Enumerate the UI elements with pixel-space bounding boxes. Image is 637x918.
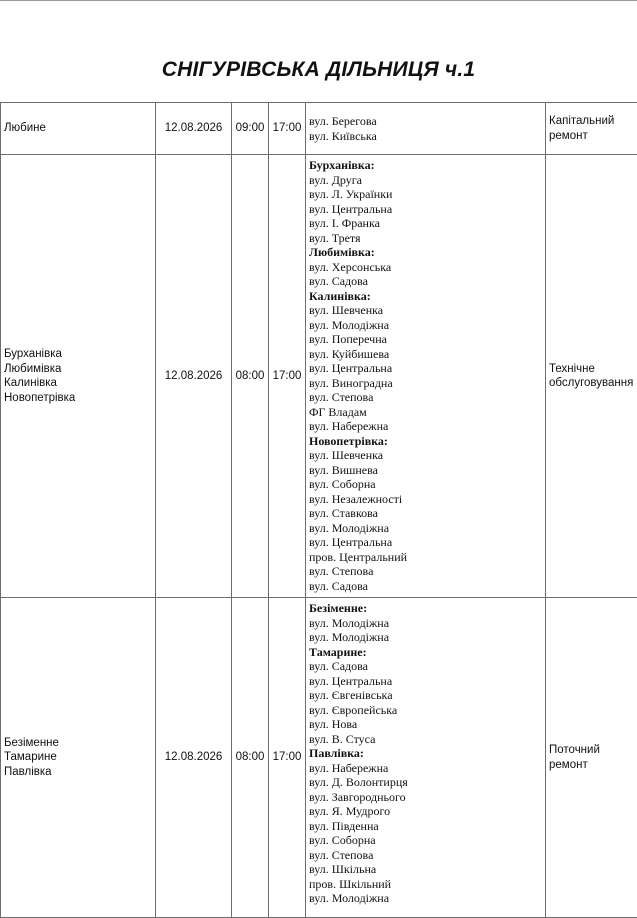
street-name: вул. Молодіжна: [309, 891, 542, 906]
settlement-heading: Калинівка:: [309, 289, 542, 304]
settlement-heading: Павлівка:: [309, 746, 542, 761]
street-name: вул. Я. Мудрого: [309, 804, 542, 819]
start-time-cell: 08:00: [232, 155, 269, 598]
settlement-heading: Тамарине:: [309, 645, 542, 660]
street-name: вул. Європейська: [309, 703, 542, 718]
street-name: вул. Шевченка: [309, 448, 542, 463]
street-name: вул. Центральна: [309, 361, 542, 376]
street-name: вул. Центральна: [309, 202, 542, 217]
street-name: вул. Молодіжна: [309, 521, 542, 536]
street-name: пров. Шкільний: [309, 877, 542, 892]
page-title: СНІГУРІВСЬКА ДІЛЬНИЦЯ ч.1: [0, 58, 637, 82]
street-name: вул. Шкільна: [309, 862, 542, 877]
work-type-text: ремонт: [549, 129, 637, 144]
street-name: вул. Незалежності: [309, 492, 542, 507]
street-name: вул. Куйбишева: [309, 347, 542, 362]
work-type-text: Капітальний: [549, 114, 637, 129]
street-name: вул. Шевченка: [309, 303, 542, 318]
work-type-cell: [546, 155, 637, 598]
settlement-heading: Любимівка:: [309, 245, 542, 260]
table-row: [1, 155, 637, 598]
settlement-name: Калинівка: [4, 376, 152, 391]
street-name: вул. Поперечна: [309, 332, 542, 347]
settlement-name: Павлівка: [4, 765, 152, 780]
street-name: вул. Набережна: [309, 761, 542, 776]
work-type-cell: [546, 598, 637, 918]
settlement-name: Любимівка: [4, 362, 152, 377]
end-time-cell: 17:00: [269, 598, 306, 918]
street-name: вул. Виноградна: [309, 376, 542, 391]
settlements-cell: [1, 155, 156, 598]
work-type-text: ремонт: [549, 758, 637, 773]
street-name: вул. Набережна: [309, 419, 542, 434]
street-name: вул. Молодіжна: [309, 630, 542, 645]
settlement-heading: Бурханівка:: [309, 158, 542, 173]
street-name: вул. Нова: [309, 717, 542, 732]
date-cell: 12.08.2026: [156, 598, 232, 918]
street-name: вул. Берегова: [309, 114, 542, 129]
street-name: вул. Соборна: [309, 477, 542, 492]
street-name: вул. Вишнева: [309, 463, 542, 478]
date-cell: 12.08.2026: [156, 103, 232, 155]
street-name: вул. Завгороднього: [309, 790, 542, 805]
settlement-heading: Безіменне:: [309, 601, 542, 616]
street-name: вул. Ставкова: [309, 506, 542, 521]
settlement-name: Безіменне: [4, 736, 152, 751]
streets-cell: [306, 103, 546, 155]
street-name: пров. Центральний: [309, 550, 542, 565]
work-type-text: обслуговування: [549, 376, 637, 391]
street-name: вул. Садова: [309, 659, 542, 674]
street-name: вул. В. Стуса: [309, 732, 542, 747]
street-name: вул. Друга: [309, 173, 542, 188]
settlement-name: Бурханівка: [4, 347, 152, 362]
date-cell: 12.08.2026: [156, 155, 232, 598]
street-name: вул. Молодіжна: [309, 318, 542, 333]
settlements-cell: [1, 103, 156, 155]
settlement-name: Новопетрівка: [4, 391, 152, 406]
settlement-name: Любине: [4, 121, 152, 136]
street-name: вул. І. Франка: [309, 216, 542, 231]
street-name: вул. Центральна: [309, 674, 542, 689]
outage-schedule-table: [0, 102, 637, 918]
top-rule: [0, 0, 637, 1]
work-type-text: Технічне: [549, 362, 637, 377]
street-name: вул. Д. Волонтирця: [309, 775, 542, 790]
start-time-cell: 09:00: [232, 103, 269, 155]
streets-cell: [306, 155, 546, 598]
end-time-cell: 17:00: [269, 155, 306, 598]
table-row: [1, 598, 637, 918]
street-name: вул. Центральна: [309, 535, 542, 550]
street-name: вул. Садова: [309, 274, 542, 289]
street-name: вул. Євгенівська: [309, 688, 542, 703]
settlements-cell: [1, 598, 156, 918]
work-type-text: Поточний: [549, 743, 637, 758]
settlement-name: Тамарине: [4, 750, 152, 765]
street-name: вул. Херсонська: [309, 260, 542, 275]
street-name: вул. Київська: [309, 129, 542, 144]
street-name: вул. Молодіжна: [309, 616, 542, 631]
settlement-heading: Новопетрівка:: [309, 434, 542, 449]
street-name: вул. Садова: [309, 579, 542, 594]
street-name: вул. Степова: [309, 564, 542, 579]
streets-cell: [306, 598, 546, 918]
table-row: [1, 103, 637, 155]
start-time-cell: 08:00: [232, 598, 269, 918]
end-time-cell: 17:00: [269, 103, 306, 155]
street-name: вул. Л. Українки: [309, 187, 542, 202]
work-type-cell: [546, 103, 637, 155]
street-name: вул. Соборна: [309, 833, 542, 848]
street-name: вул. Степова: [309, 848, 542, 863]
street-name: вул. Третя: [309, 231, 542, 246]
street-name: вул. Степова: [309, 390, 542, 405]
street-name: вул. Південна: [309, 819, 542, 834]
street-name: ФГ Владам: [309, 405, 542, 420]
